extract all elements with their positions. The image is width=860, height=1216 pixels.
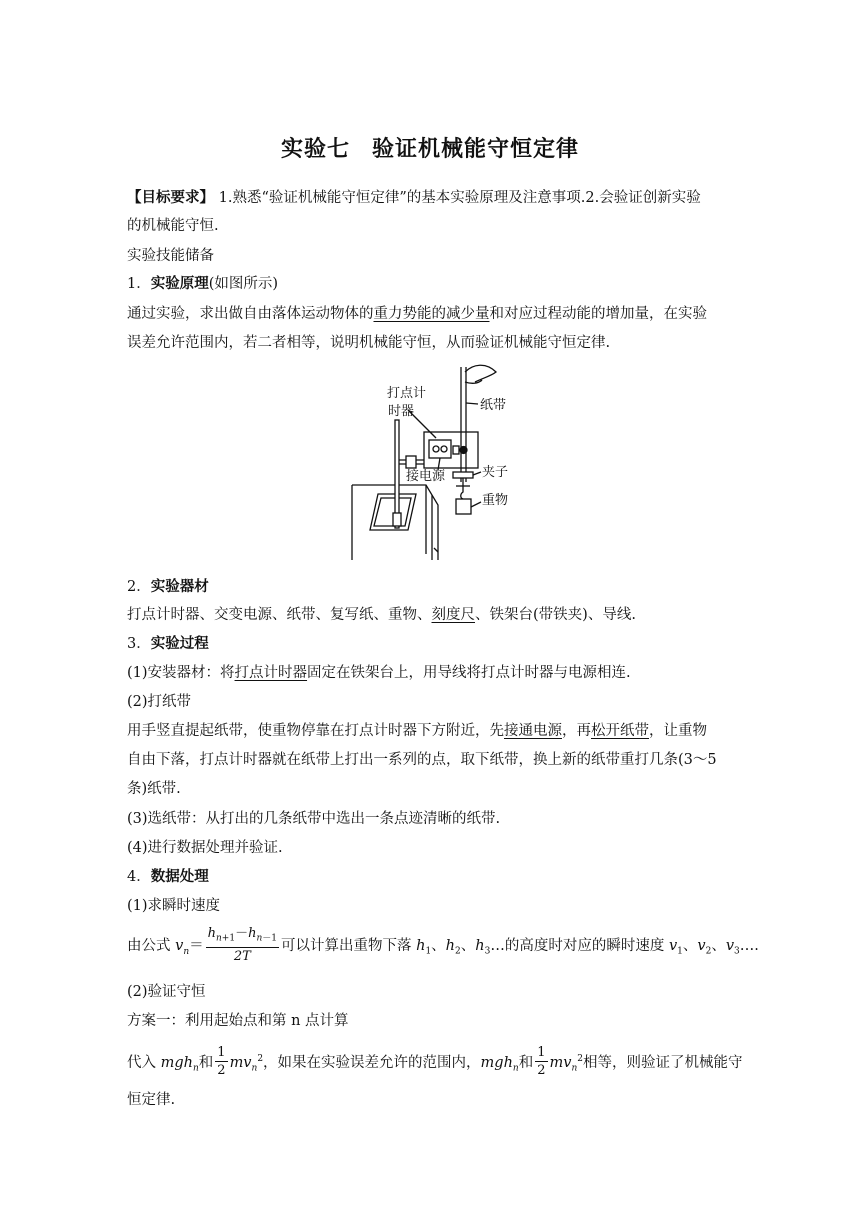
- section-4-heading: [127, 867, 737, 887]
- title-part-1: 实验七: [280, 137, 350, 162]
- principle-line-2: 误差允许范围内，若二者相等，说明机械能守恒，从而验证机械能守恒定律.: [127, 335, 611, 351]
- timer-label-1: 打点计: [387, 386, 427, 401]
- tape-label: 纸带: [480, 398, 507, 413]
- section-note: (如图所示): [208, 276, 279, 292]
- process-item-4: (4)进行数据处理并验证.: [127, 840, 283, 856]
- section-number: 1．: [127, 276, 151, 292]
- text-span: 通过实验，求出做自由落体运动物体的: [127, 306, 374, 322]
- principle-line-1: [127, 304, 737, 324]
- goal-text: 1.熟悉“验证机械能守恒定律”的基本实验原理及注意事项.2.会验证创新实验: [214, 190, 701, 206]
- page-title: [0, 132, 860, 163]
- apparatus-figure: [348, 362, 518, 567]
- section-title: 实验原理: [150, 276, 209, 292]
- text-span: 由公式: [127, 937, 176, 954]
- section-title: 数据处理: [150, 869, 209, 885]
- underlined-blank: 接通电源: [504, 723, 562, 739]
- process-para-line-2: 自由下落，打点计时器就在纸带上打出一系列的点，取下纸带，换上新的纸带重打几条(3～5: [127, 752, 717, 768]
- text-span: 相等，则验证了机械能守: [582, 1054, 743, 1071]
- data-item-2: (2)验证守恒: [127, 984, 206, 1000]
- process-item-2: (2)打纸带: [127, 694, 192, 710]
- text-span: 可以计算出重物下落: [280, 937, 417, 954]
- text-span: 代入: [127, 1054, 161, 1071]
- underlined-blank: 打点计时器: [234, 665, 308, 681]
- process-para-line-1: [127, 721, 737, 741]
- title-part-2: 验证机械能守恒定律: [372, 137, 580, 162]
- text-span: 打点计时器、交变电源、纸带、复写纸、重物、: [127, 607, 432, 623]
- text-span: 和对应过程动能的增加量，在实验: [489, 306, 707, 322]
- section-number: 2．: [127, 579, 151, 595]
- section-2-heading: [127, 577, 737, 597]
- text-span: 、铁架台(带铁夹)、导线.: [475, 607, 636, 623]
- goal-tag: 【目标要求】: [127, 190, 214, 206]
- text-span: 和: [518, 1054, 534, 1071]
- skills-heading: 实验技能储备: [127, 248, 214, 264]
- underlined-blank: 刻度尺: [431, 607, 475, 623]
- text-span: 和: [198, 1054, 214, 1071]
- clamp-label: 夹子: [482, 465, 509, 480]
- underlined-blank: 重力势能的减少量: [373, 306, 490, 322]
- half-fraction: $\frac{1}{2}$: [217, 1045, 226, 1079]
- data-item-1: (1)求瞬时速度: [127, 898, 221, 914]
- section-title: 实验器材: [150, 579, 209, 595]
- conservation-line: 代入 mgh$_n$和 $\frac{1}{2}$ $mv_n^2$，如果在实验误差允许的范围内，mgh$_n$和 $\frac{1}{2}$ $mv_n^2$相等，则验证了机械能守: [127, 1045, 743, 1079]
- goal-line-1: [127, 188, 737, 208]
- process-item-1: [127, 663, 737, 683]
- text-span: ，再: [562, 723, 591, 739]
- section-number: 3．: [127, 636, 151, 652]
- process-para-line-3: 条)纸带.: [127, 781, 181, 797]
- goal-line-2: 的机械能守恒.: [127, 218, 219, 234]
- plan-one: 方案一：利用起始点和第 n 点计算: [127, 1013, 349, 1029]
- equipment-line: [127, 605, 737, 625]
- underlined-blank: 松开纸带: [591, 723, 649, 739]
- section-title: 实验过程: [150, 636, 209, 652]
- text-span: ，让重物: [649, 723, 707, 739]
- text-span: ，如果在实验误差允许的范围内，: [263, 1054, 481, 1071]
- text-span: 用手竖直提起纸带，使重物停靠在打点计时器下方附近，先: [127, 723, 504, 739]
- weight-label: 重物: [482, 493, 509, 508]
- process-item-3: (3)选纸带：从打出的几条纸带中选出一条点迹清晰的纸带.: [127, 811, 501, 827]
- power-label: 接电源: [406, 469, 446, 484]
- text-span: (1)安装器材：将: [127, 665, 235, 681]
- velocity-fraction: $\frac{h_{n+1}-h_{n-1}}{2T}$: [207, 926, 277, 964]
- section-3-heading: [127, 634, 737, 654]
- fraction-denominator: 2T: [233, 948, 251, 964]
- formula-vn: $v_n$: [175, 937, 190, 957]
- text-span: 固定在铁架台上，用导线将打点计时器与电源相连.: [307, 665, 631, 681]
- text-span: 的高度时对应的瞬时速度: [504, 937, 669, 954]
- section-number: 4．: [127, 869, 151, 885]
- half-fraction: $\frac{1}{2}$: [537, 1045, 546, 1079]
- section-1-heading: [127, 274, 737, 294]
- velocity-formula-line: 由公式 $v_n=$ $\frac{h_{n+1}-h_{n-1}}{2T}$ 可以计算出重物下落 $h_1$、$h_2$、$h_3\dots$的高度时对应的瞬时速度 $v_1$、$v_2$、$v_3\dots$.: [127, 926, 759, 964]
- last-line: 恒定律.: [127, 1092, 176, 1108]
- timer-label-2: 时器: [388, 404, 415, 419]
